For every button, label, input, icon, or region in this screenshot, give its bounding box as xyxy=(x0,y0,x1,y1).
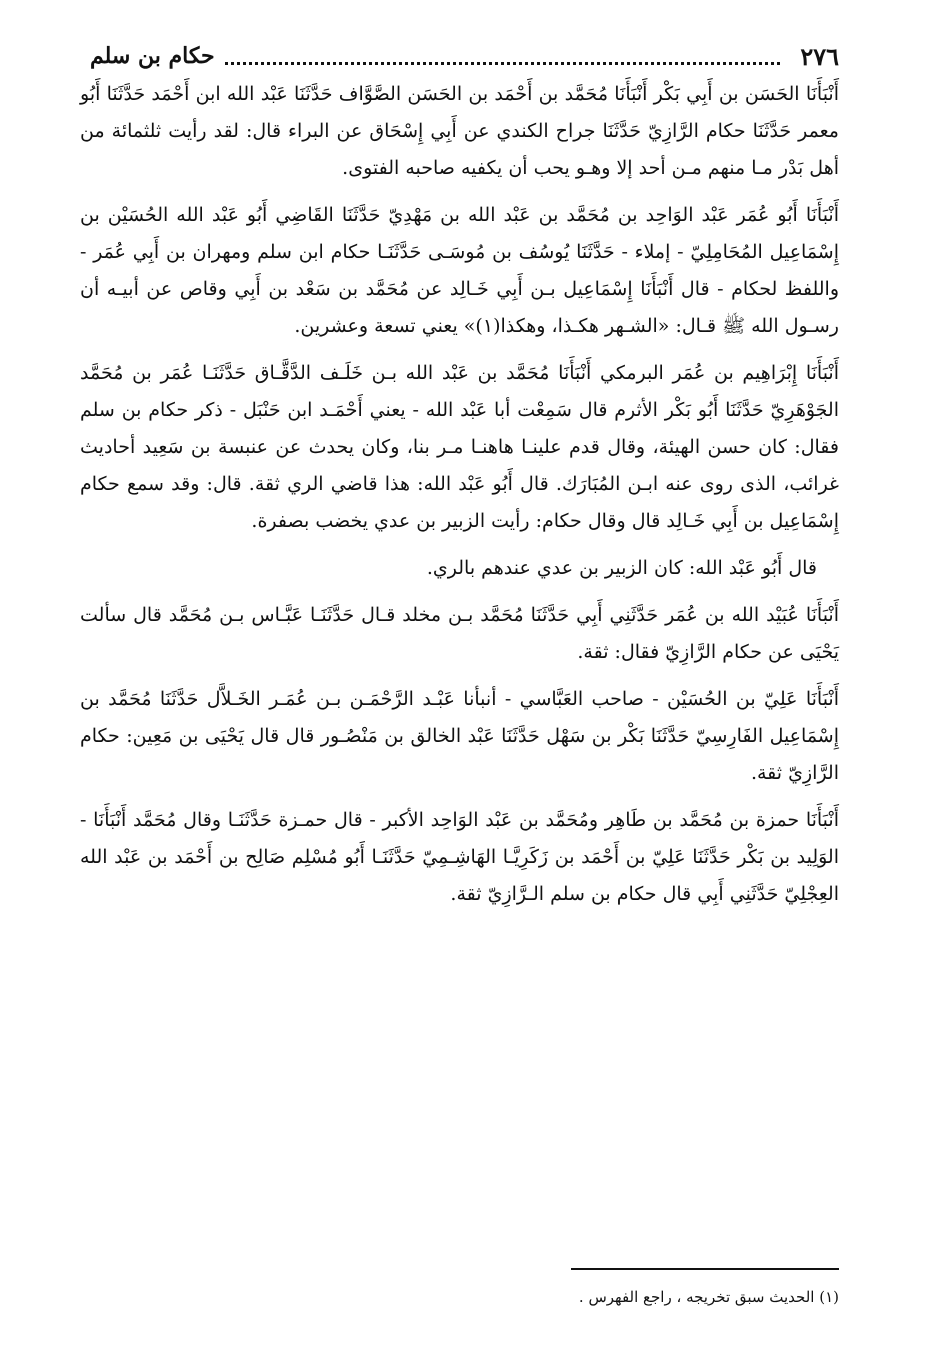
page-header xyxy=(90,38,839,74)
paragraph-2: أَنْبَأَنَا أَبُو عُمَر عَبْد الوَاحِد بن مُحَمَّد بن عَبْد الله بن مَهْدِيّ حَدَّثَنَا القَاضِي أَبُو عَبْد الله الحُسَيْن بن إِسْمَاعِيل المُحَامِلِيّ - إملاء - حَدَّثَنَا يُوسُف بن مُوسَـى حَدَّثَنَـا حكام ابن سلم ومهران بن أَبِي عُمَر - واللفظ لحكام - قال أَنْبَأَنَا إِسْمَاعِيل بـن أَبِي خَـالِد عن مُحَمَّد بن سَعْد بن أَبِي وقاص عن أبيـه أن رسـول الله ﷺ قـال: «الشـهر هكـذا، وهكذا(١)» يعني تسعة وعشرين. xyxy=(80,204,839,337)
page-number: ٢٧٦ xyxy=(800,41,839,71)
paragraph-7: أَنْبَأَنَا حمزة بن مُحَمَّد بن طَاهِر ومُحَمَّد بن عَبْد الوَاحِد الأكبر - قال حمـزة حَدَّثَنَـا وقال مُحَمَّد أَنْبَأَنَا - الوَلِيد بن بَكْر حَدَّثَنَا عَلِيّ بن أَحْمَد بن زَكَرِيَّـا الهَاشِـمِيّ حَدَّثَنَـا أَبُو مُسْلِم صَالِح بن أَحْمَد بن عَبْد الله العِجْلِيّ حَدَّثَنِي أَبِي قال حكام بن سلم الـرَّازِيّ ثقة. xyxy=(80,809,839,905)
paragraph-3: أَنْبَأَنَا إِبْرَاهِيم بن عُمَر البرمكي أَنْبَأَنَا مُحَمَّد بن عَبْد الله بـن خَلَـف الدَّقَّـاق حَدَّثَنَـا عُمَر بن مُحَمَّد الجَوْهَرِيّ حَدَّثَنَا أَبُو بَكْر الأثرم قال سَمِعْت أبا عَبْد الله - يعني أَحْمَـد ابن حَنْبَل - ذكر حكام بن سلم فقال: كان حسن الهيئة، وقال قدم علينـا هاهنـا مـر بنا، وكان يحدث عن عنبسة بن سَعِيد أحاديث غرائب، الذى روى عنه ابـن المُبَارَك. قال أَبُو عَبْد الله: هذا قاضي الري ثقة. قال: وقد سمع حكام إِسْمَاعِيل بن أَبِي خَـالِد قال وقال حكام: رأيت الزبير بن عدي يخضب بصفرة. xyxy=(80,362,839,532)
running-title: حكام بن سلم xyxy=(90,43,215,69)
footnote: (١) الحديث سبق تخريجه ، راجع الفهرس . xyxy=(578,1288,839,1306)
paragraph-6: أَنْبَأَنَا عَلِيّ بن الحُسَيْن - صاحب العَبَّاسي - أنبأنا عَبْـد الرَّحْمَـن بـن عُمَـر الخَـلاَّل حَدَّثَنَا مُحَمَّد بن إِسْمَاعِيل الفَارِسِيّ حَدَّثَنَا بَكْر بن سَهْل حَدَّثَنَا عَبْد الخالق بن مَنْصُـور قال قال يَحْيَى بن مَعِين: حكام الرَّازِيّ ثقة. xyxy=(80,688,839,784)
header-dotted-leader xyxy=(225,48,781,65)
main-text xyxy=(80,76,839,923)
paragraph-4: قال أَبُو عَبْد الله: كان الزبير بن عدي عندهم بالري. xyxy=(426,557,817,579)
paragraph-5: أَنْبَأَنَا عُبَيْد الله بن عُمَر حَدَّثَنِي أَبِي حَدَّثَنَا مُحَمَّد بـن مخلد قـال حَدَّثَنَـا عَبَّـاس بـن مُحَمَّد قال سألت يَحْيَى عن حكام الرَّازِيّ فقال: ثقة. xyxy=(80,604,839,663)
footnote-separator xyxy=(571,1268,839,1270)
paragraph-1: أَنْبَأَنَا الحَسَن بن أَبِي بَكْر أَنْبَأَنَا مُحَمَّد بن أَحْمَد بن الحَسَن الصَّوَّاف حَدَّثَنَا عَبْد الله ابن أَحْمَد حَدَّثَنَا أَبُو معمر حَدَّثَنَا حكام الرَّازِيّ حَدَّثَنَا جراح الكندي عن أَبِي إِسْحَاق عن البراء قال: لقد رأيت ثلثمائة من أهل بَدْر مـا منهم مـن أحد إلا وهـو يحب أن يكفيه صاحبه الفتوى. xyxy=(80,83,839,179)
